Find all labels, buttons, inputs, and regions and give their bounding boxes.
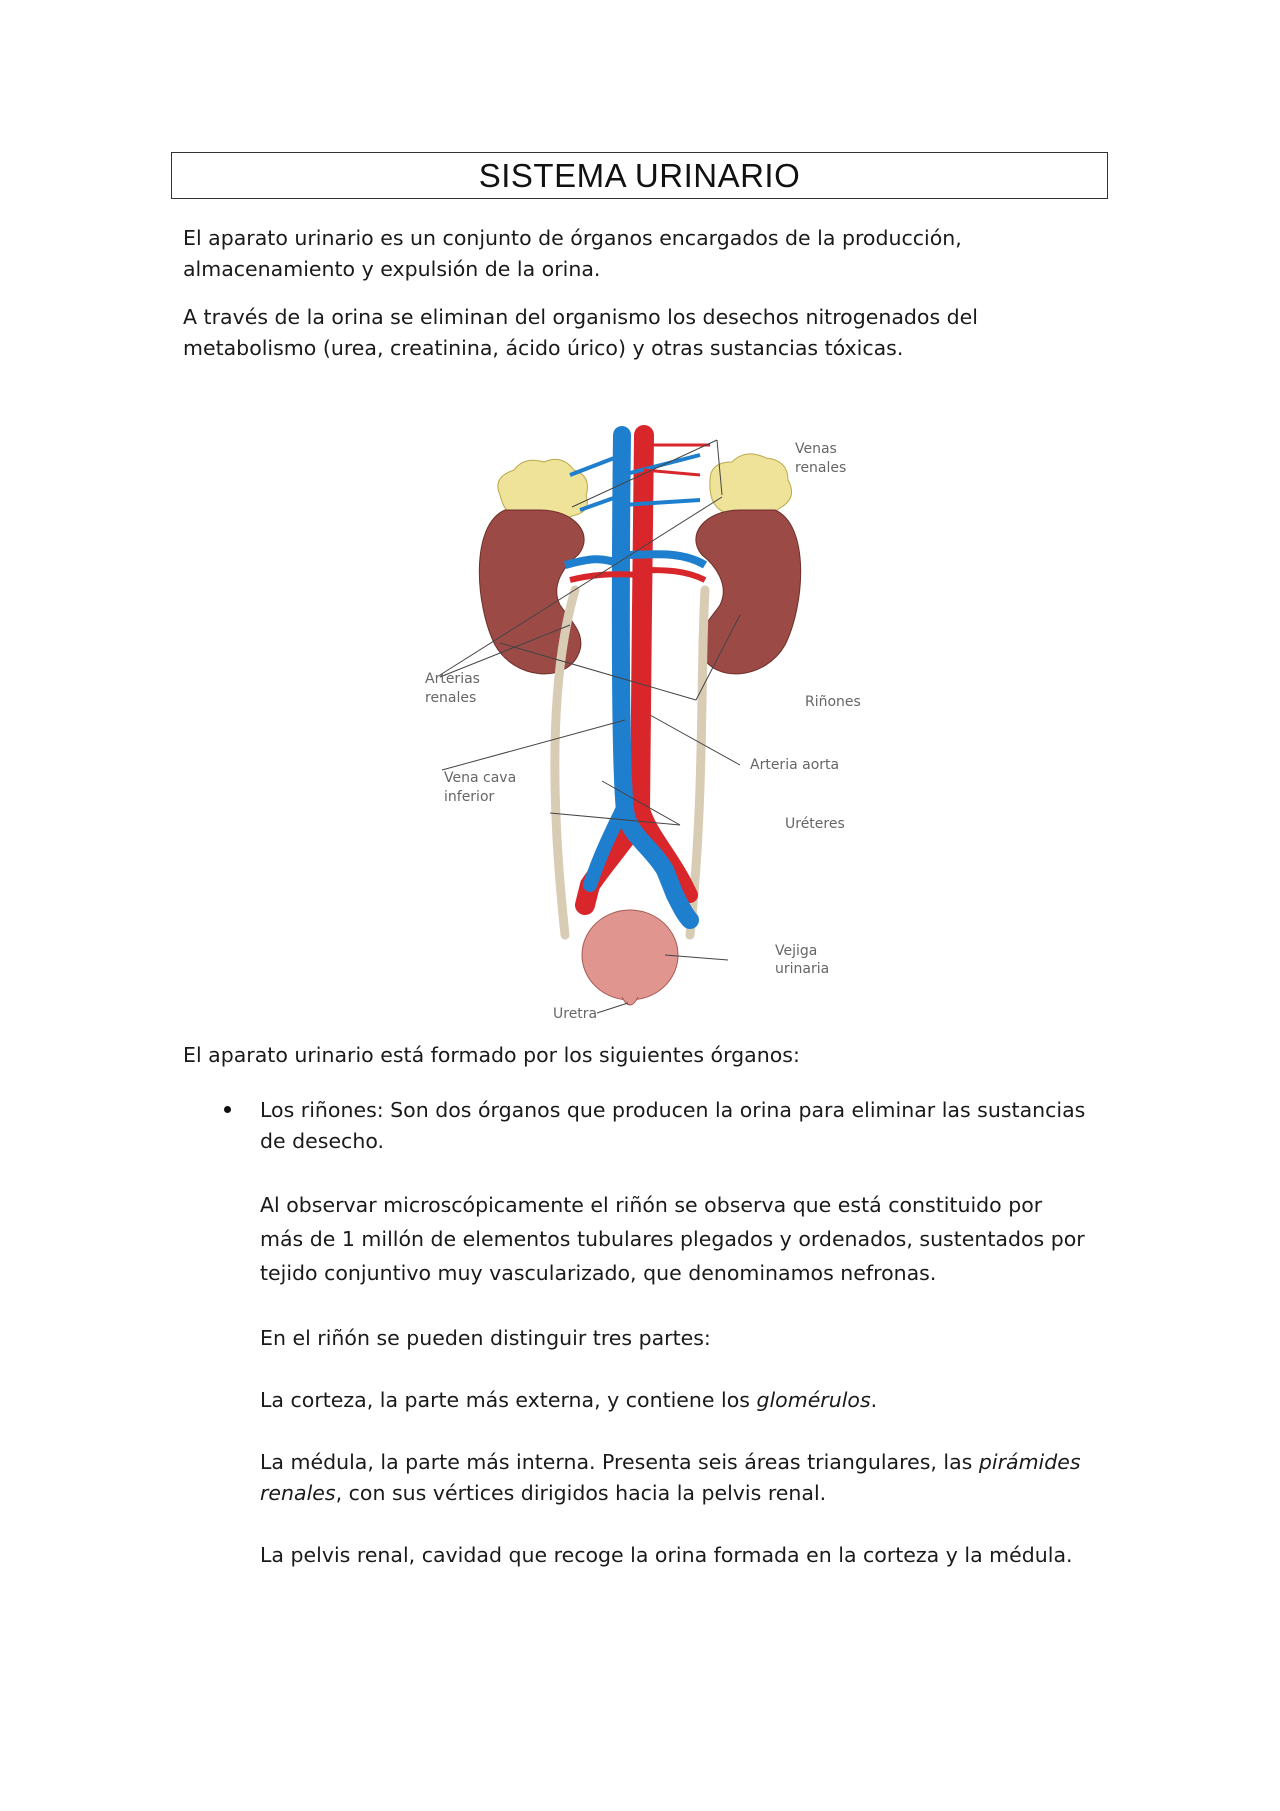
corteza-emphasis: glomérulos	[756, 1388, 871, 1412]
label-ureteres: Uréteres	[785, 816, 845, 832]
kidneys-bullet	[260, 1095, 1110, 1157]
urinary-system-illustration	[400, 415, 880, 1020]
label-arteria-aorta: Arteria aorta	[750, 757, 840, 773]
label-vena-cava-2: inferior	[444, 789, 495, 805]
label-arterias-renales-1: Arterias	[425, 671, 480, 687]
kidneys-bullet-line2: de desecho.	[260, 1129, 385, 1153]
intro-paragraph-2	[183, 302, 1113, 364]
micro-line2: más de 1 millón de elementos tubulares plegados y ordenados, sustentados por	[260, 1227, 1085, 1251]
label-arterias-renales-2: renales	[425, 690, 477, 706]
label-venas-renales-2: renales	[795, 460, 847, 476]
corteza-end: .	[870, 1388, 878, 1412]
urinary-system-diagram	[400, 415, 880, 1020]
corteza-text: La corteza, la parte más externa, y contiene los	[260, 1388, 757, 1412]
page-title: SISTEMA URINARIO	[171, 152, 1108, 199]
intro-p2-line2: metabolismo (urea, creatinina, ácido úrico) y otras sustancias tóxicas.	[183, 336, 904, 360]
right-adrenal-gland	[710, 454, 792, 517]
kidneys-bullet-line1: Los riñones: Son dos órganos que producen la orina para eliminar las sustancias	[260, 1098, 1086, 1122]
kidney-corteza	[260, 1385, 1110, 1416]
kidney-medula	[260, 1447, 1110, 1509]
medula-emphasis-2: renales	[260, 1481, 336, 1505]
left-kidney	[479, 510, 584, 674]
intro-p1-line2: almacenamiento y expulsión de la orina.	[183, 257, 601, 281]
label-vejiga-2: urinaria	[775, 961, 830, 977]
kidneys-microscopy	[260, 1188, 1110, 1290]
medula-text: La médula, la parte más interna. Presenta seis áreas triangulares, las	[260, 1450, 979, 1474]
intro-paragraph-1	[183, 223, 1113, 285]
label-venas-renales-1: Venas	[795, 441, 837, 457]
bladder	[582, 910, 678, 1000]
label-uretra: Uretra	[553, 1006, 598, 1020]
micro-line3: tejido conjuntivo muy vascularizado, que denominamos nefronas.	[260, 1261, 937, 1285]
right-renal-artery	[644, 570, 705, 580]
intro-p2-line1: A través de la orina se eliminan del organismo los desechos nitrogenados del	[183, 305, 978, 329]
medula-emphasis-1: pirámides	[978, 1450, 1081, 1474]
label-vena-cava-1: Vena cava	[444, 770, 517, 786]
bullet-icon	[224, 1106, 231, 1113]
label-rinones: Riñones	[805, 694, 861, 710]
organs-intro: El aparato urinario está formado por los siguientes órganos:	[183, 1043, 800, 1067]
intro-p1-line1: El aparato urinario es un conjunto de órganos encargados de la producción,	[183, 226, 962, 250]
label-vejiga-1: Vejiga	[775, 943, 818, 959]
kidney-pelvis: La pelvis renal, cavidad que recoge la orina formada en la corteza y la médula.	[260, 1543, 1073, 1567]
vena-cava-inferior	[621, 435, 690, 920]
kidney-parts-intro: En el riñón se pueden distinguir tres partes:	[260, 1326, 711, 1350]
left-renal-vein	[565, 559, 622, 565]
micro-line1: Al observar microscópicamente el riñón se observa que está constituido por	[260, 1193, 1043, 1217]
medula-end: , con sus vértices dirigidos hacia la pelvis renal.	[335, 1481, 827, 1505]
right-kidney	[696, 510, 801, 674]
